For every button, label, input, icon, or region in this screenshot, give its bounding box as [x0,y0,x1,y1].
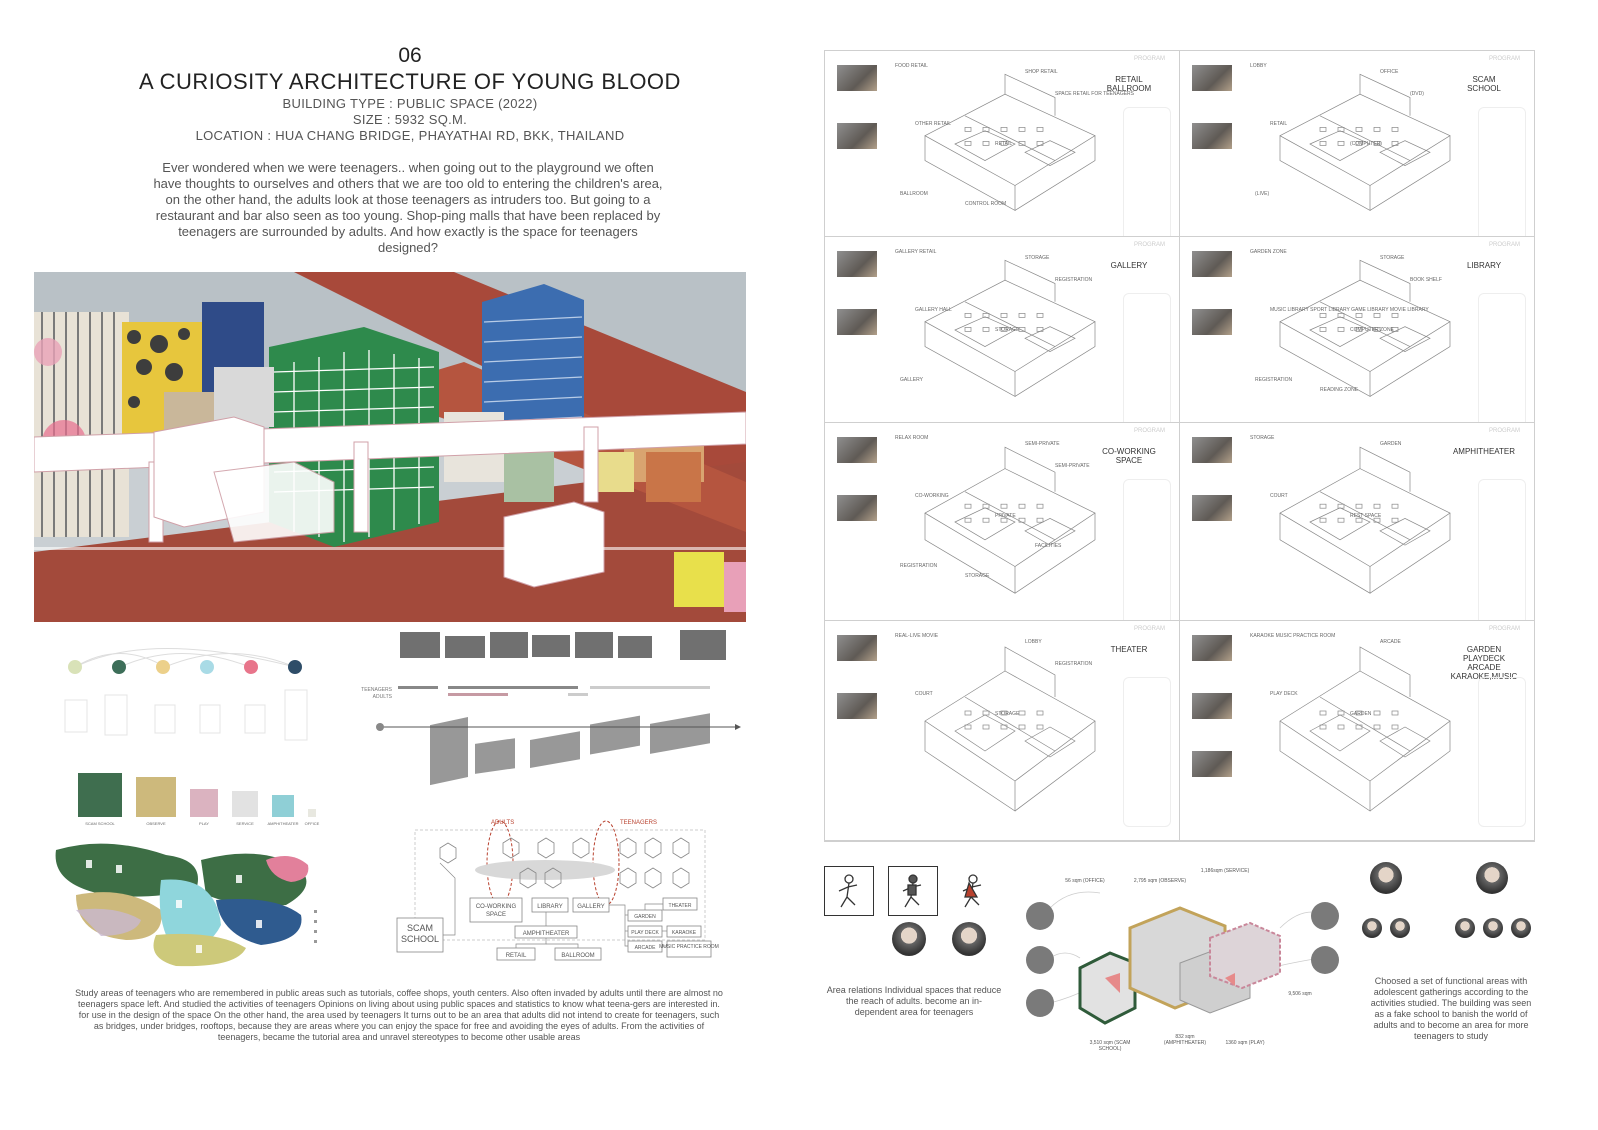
adults-label: ADULTS [491,820,515,826]
palette-swatch-label: OFFICE [304,821,320,826]
program-title: AMPHITHEATER [1452,447,1516,456]
room-label: RETAIL [1270,121,1288,127]
program-tag: PROGRAM [1488,56,1520,62]
adult-photo-1 [1362,918,1382,938]
room-label: OTHER RETAIL [915,121,952,127]
massing-svg [1020,868,1360,1058]
room-label: GALLERY RETAIL [895,249,937,255]
room-label: STORAGE [1380,255,1405,261]
room-label: STORAGE [1250,435,1275,441]
room-label: GARDEN [1380,441,1402,447]
program-reference-photo [1192,65,1232,91]
room-label: REGISTRATION [1255,377,1293,383]
program-axonometric-drawing [885,433,1115,611]
palette-swatch [190,789,218,817]
activity-photo-2 [952,922,986,956]
program-notes-panel [1478,677,1526,827]
program-grid [824,50,1535,842]
program-reference-photo [837,495,877,521]
room-label: REGISTRATION [1055,277,1093,283]
palette-swatch [272,795,294,817]
program-relation-diagram [395,818,730,968]
palette-dot [156,660,170,674]
room-label: ARCADE [1380,639,1401,645]
program-cell [1180,621,1535,841]
building-size: SIZE : 5932 SQ.M. [352,112,468,127]
room-label: GARDEN [1350,711,1372,717]
room-label: STORAGE [995,327,1020,333]
room-label: SEMI-PRIVATE [1055,463,1090,469]
program-reference-photo [837,437,877,463]
program-title: GARDEN PLAYDECK ARCADE KARAOKE,MUSIC [1450,645,1518,681]
mass-label-office: 56 sqm (OFFICE) [1065,878,1105,884]
room-label: STORAGE [1025,255,1050,261]
room-label: REST SPACE [1350,513,1382,519]
node-music-practice: MUSIC PRACTICE ROOM [659,944,719,950]
teen-photo-2 [1483,918,1503,938]
program-reference-photo [837,65,877,91]
palette-swatch-label: OBSERVE [146,821,166,826]
program-reference-photo [837,635,877,661]
room-label: COURT [915,691,933,697]
node-scam-school: SCAM SCHOOL [400,923,440,944]
hero-collage-illustration [34,272,746,622]
program-reference-photo [837,251,877,277]
program-palette [50,635,340,835]
room-label: OFFICE [1380,69,1399,75]
room-label: READING ZONE [1320,387,1359,393]
room-label: COMPUTER ZONE [1350,327,1394,333]
room-label: RETAIL [995,141,1013,147]
node-library: LIBRARY [537,904,563,910]
activity-photo [1026,989,1054,1017]
mass-label-total: 9,506 sqm [1288,991,1312,997]
program-title: LIBRARY [1466,261,1502,270]
program-axonometric-drawing [1240,631,1470,831]
timeline-teenagers-label: TEENAGERS [361,687,392,693]
room-label: (COMPUTER) [1350,141,1382,147]
mass-label-service: 1,186sqm (SERVICE) [1200,868,1250,874]
room-label: REGISTRATION [900,563,938,569]
palette-dot [112,660,126,674]
room-label: SHOP RETAIL [1025,69,1058,75]
room-label: BOOK SHELF [1410,277,1442,283]
room-label: COURT [1270,493,1288,499]
room-label: CO-WORKING [915,493,949,499]
palette-swatch-label: SERVICE [236,821,254,826]
mass-label-amphitheater: 832 sqm (AMPHITHEATER) [1163,1034,1207,1046]
program-notes-panel [1123,479,1171,621]
teenagers-label: TEENAGERS [620,820,658,826]
program-notes-panel [1478,293,1526,423]
program-axonometric-drawing [1240,433,1470,611]
activity-photo [1311,902,1339,930]
program-tag: PROGRAM [1133,56,1165,62]
teen-figure-icon-2 [888,866,938,916]
massing-diagram [1020,868,1360,1058]
teen-photo-1 [1455,918,1475,938]
program-title: CO-WORKING SPACE [1102,447,1156,465]
teen-photo-3 [1511,918,1531,938]
palette-swatch-label: SCAM SCHOOL [85,821,115,826]
program-title: THEATER [1110,645,1148,654]
adults-group-photo [1370,862,1402,894]
palette-swatch [232,791,258,817]
palette-dot [200,660,214,674]
program-reference-photo [1192,693,1232,719]
program-reference-photo [1192,251,1232,277]
area-relation-text: Area relations Individual spaces that reduce the reach of adults. become an in-dependent area for teenagers [826,985,1002,1017]
node-amphitheater: AMPHITHEATER [522,931,570,937]
blob-map-drawing [46,840,336,970]
program-notes-panel [1478,107,1526,237]
program-title: GALLERY [1110,261,1148,270]
mass-label-observe: 2,795 sqm (OBSERVE) [1133,878,1187,884]
node-karaoke: KARAOKE [671,930,697,936]
node-ballroom: BALLROOM [561,953,595,959]
room-label: FOOD RETAIL [895,63,928,69]
room-label: BALLROOM [900,191,928,197]
room-label: RELAX ROOM [895,435,929,441]
program-reference-photo [1192,437,1232,463]
room-label: SEMI-PRIVATE [1025,441,1060,447]
room-label: SPACE RETAIL FOR TEENAGERS [1055,91,1134,97]
room-label: LOBBY [1025,639,1042,645]
palette-swatch-label: PLAY [199,821,209,826]
room-label: REAL-LIVE MOVIE [895,633,939,639]
program-reference-photo [837,693,877,719]
program-relation-svg [395,818,730,968]
activity-photo-1 [892,922,926,956]
building-location: LOCATION : HUA CHANG BRIDGE, PHAYATHAI RD, BKK, THAILAND [195,128,625,143]
palette-swatch [78,773,122,817]
study-paragraph: Study areas of teenagers who are remembered in public areas such as tutorials, coffee shops, youth centers. Also often invaded by adults until there are almost no teenagers space left. And studied the activities of teenagers Opinions on living about using public spaces and statistics to know what teena-gers are interested in. for use in the design of the space On the other hand, the area used by teenagers It turns out to be an area that adults did not intend to create for teenagers, such as bridges, under bridges, rooftops, because they are areas where you can enjoy the space for free and avoiding the eyes of adults. From the activities of teenagers, became the tutorial area and unravel stereotypes to become other usable areas [75,988,723,1042]
program-notes-panel [1123,677,1171,827]
program-reference-photo [1192,309,1232,335]
hero-collage [34,272,746,622]
project-number: 06 [398,44,422,67]
activity-photo [1026,902,1054,930]
program-title: SCAM SCHOOL [1467,75,1501,93]
palette-dot [244,660,258,674]
project-title: A CURIOSITY ARCHITECTURE OF YOUNG BLOOD [139,69,681,94]
timeline-adults-label: ADULTS [372,694,392,700]
node-gallery: GALLERY [577,904,605,910]
intro-paragraph: Ever wondered when we were teenagers.. when going out to the playground we often have thoughts to ourselves and others that we are too old to entering the children's area, on the other hand, the adults look at those teenagers as intruders too. But going to a restaurant and bar also seen as too young. Shop-ping malls that have been replaced by teenagers are surrounded by adults. And how exactly is the space for teenagers designed? [153,160,663,255]
palette-swatch [136,777,176,817]
room-label: MUSIC LIBRARY SPORT LIBRARY GAME LIBRARY MOVIE LIBRARY [1270,307,1429,313]
program-tag: PROGRAM [1488,428,1520,434]
mass-label-play: 1360 sqm (PLAY) [1225,1040,1265,1046]
header [90,44,730,144]
room-label: PRIVATE [995,513,1016,519]
program-reference-photo [1192,751,1232,777]
program-cell [825,51,1180,237]
palette-dot [68,660,82,674]
program-cell [1180,51,1535,237]
program-reference-photo [837,309,877,335]
program-cell [1180,237,1535,423]
node-theater: THEATER [668,903,692,909]
palette-diagram [50,635,340,835]
room-label: GALLERY HALL [915,307,952,313]
palette-swatch [308,809,316,817]
program-tag: PROGRAM [1133,428,1165,434]
mass-label-scam-school: 3,510 sqm (SCAM SCHOOL) [1089,1040,1131,1052]
program-notes-panel [1123,107,1171,237]
room-label: STORAGE [965,573,990,579]
room-label: GARDEN ZONE [1250,249,1287,255]
program-reference-photo [1192,635,1232,661]
program-tag: PROGRAM [1488,626,1520,632]
room-label: CONTROL ROOM [965,201,1007,207]
room-label: (DVD) [1410,91,1424,97]
site-blob-map [46,840,336,970]
program-cell [1180,423,1535,621]
program-reference-photo [1192,495,1232,521]
node-retail: RETAIL [505,953,527,959]
activity-photo [1311,946,1339,974]
room-label: PLAY DECK [1270,691,1298,697]
palette-dot [288,660,302,674]
program-reference-photo [837,123,877,149]
program-notes-panel [1123,293,1171,423]
program-title: RETAIL BALLROOM [1106,75,1152,93]
teenagers-group-photo [1476,862,1508,894]
palette-swatch-label: AMPHITHEATER [267,821,299,826]
building-type: BUILDING TYPE : PUBLIC SPACE (2022) [282,96,538,111]
program-tag: PROGRAM [1488,242,1520,248]
teen-figure-icon-3 [948,866,998,916]
teenager-timeline [360,630,745,830]
room-label: STORAGE [995,711,1020,717]
room-label: KARAOKE MUSIC PRACTICE ROOM [1250,633,1336,639]
node-garden: GARDEN [634,914,656,920]
room-label: REGISTRATION [1055,661,1093,667]
functional-areas-text: Choosed a set of functional areas with adolescent gatherings according to the activities studied. The building was seen as a fake school to banish the world of adults and to become an area for more teenagers to study [1370,976,1532,1041]
node-coworking: CO-WORKING SPACE [475,904,517,918]
room-label: LOBBY [1250,63,1267,69]
room-label: GALLERY [900,377,923,383]
program-tag: PROGRAM [1133,242,1165,248]
program-cell [825,423,1180,621]
program-tag: PROGRAM [1133,626,1165,632]
timeline-diagram [360,630,745,830]
node-play-deck: PLAY DECK [631,930,659,936]
program-reference-photo [1192,123,1232,149]
activity-photo [1026,946,1054,974]
program-cell [825,621,1180,841]
room-label: FACILITIES [1035,543,1062,549]
adult-photo-2 [1390,918,1410,938]
program-notes-panel [1478,479,1526,621]
room-label: (LIVE) [1255,191,1270,197]
teen-figure-icon-1 [824,866,874,916]
program-cell [825,237,1180,423]
node-arcade: ARCADE [634,945,656,951]
